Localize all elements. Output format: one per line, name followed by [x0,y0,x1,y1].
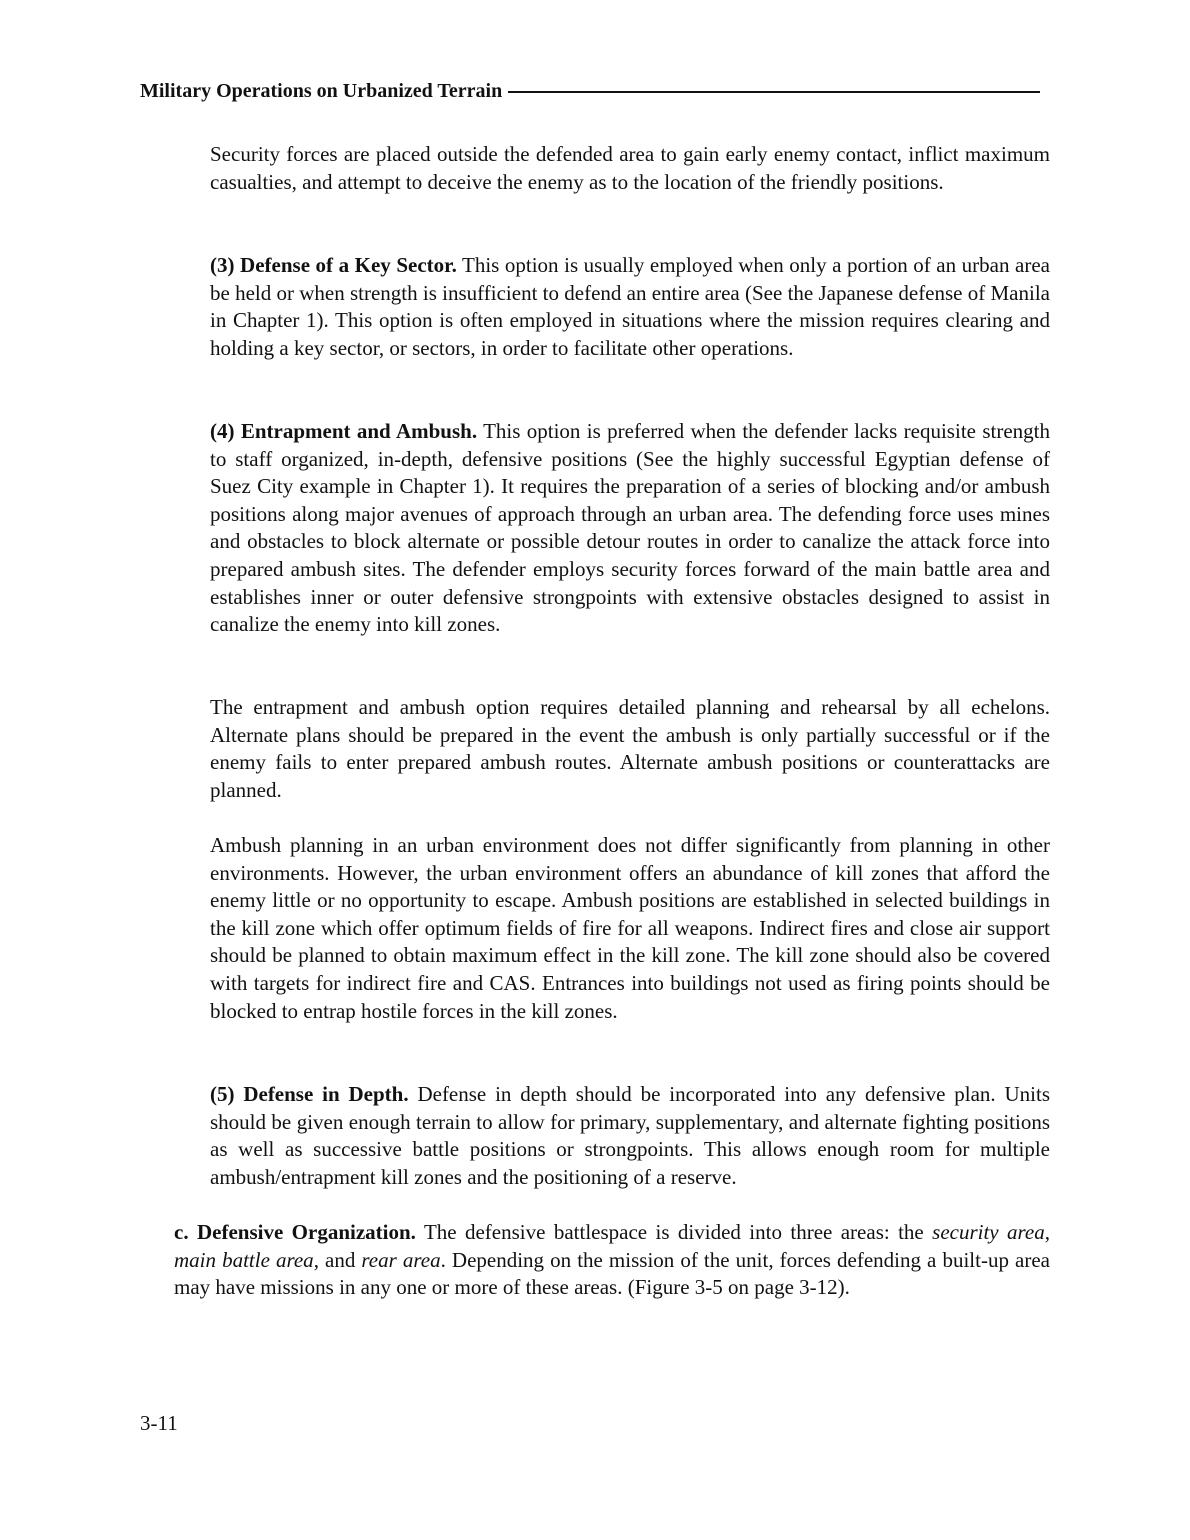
organization-text-2: , [1044,1220,1050,1244]
paragraph-entrapment-planning [210,694,1050,804]
key-sector-heading: (3) Defense of a Key Sector. [210,253,457,277]
entrapment-planning-text: The entrapment and ambush option requires detailed planning and rehearsal by all echelons. Alternate plans should be prepared in the event the ambush is only partially successful or if the enemy fails to enter prepared ambush routes. Alternate ambush positions or counterattacks are planned. [210,695,1050,802]
term-main-battle-area: main battle area [174,1247,314,1272]
entrapment-heading: (4) Entrapment and Ambush. [210,419,478,443]
organization-heading: c. Defensive Organization. [174,1220,416,1244]
depth-heading: (5) Defense in Depth. [210,1082,409,1106]
paragraph-entrapment [210,418,1050,639]
paragraph-security-forces-text: Security forces are placed outside the defended area to gain early enemy contact, inflict maximum casualties, and attempt to deceive the enemy as to the location of the friendly positions. [210,142,1050,194]
paragraph-ambush-planning [210,832,1050,1025]
header-rule [508,91,1040,93]
key-sector-text: This option is usually employed when only a portion of an urban area be held or when strength is insufficient to defend an entire area (See the Japanese defense of Manila in Chapter 1). This option is often employed in situations where the mission requires clearing and holding a key sector, or sectors, in order to facilitate other operations. [210,253,1050,360]
organization-text-1: The defensive battlespace is divided into three areas: the [415,1220,933,1244]
running-header [140,78,1040,104]
paragraph-defense-in-depth [210,1081,1050,1191]
term-security-area: security area [932,1220,1045,1244]
ambush-planning-text: Ambush planning in an urban environment does not differ significantly from planning in other environments. However, the urban environment offers an abundance of kill zones that afford the enemy little or no opportunity to escape. Ambush positions are established in selected buildings in the kill zone which offer optimum fields of fire for all weapons. Indirect fires and close air support should be planned to obtain maximum effect in the kill zone. The kill zone should also be covered with targets for indirect fire and CAS. Entrances into buildings not used as firing points should be blocked to entrap hostile forces in the kill zones. [210,833,1050,1023]
depth-text: Defense in depth should be incorporated into any defensive plan. Units should be given enough terrain to allow for primary, supplementary, and alternate fighting positions as well as successive battle positions or strongpoints. This allows enough room for multiple ambush/entrapment kill zones and the positioning of a reserve. [210,1082,1051,1189]
organization-text-4: . Depending on the mission of the unit, forces defending a built-up area may have missions in any one or more of these areas. (Figure 3-5 on page 3-12). [174,1247,1050,1300]
page-number: 3-11 [140,1411,178,1435]
entrapment-text: This option is preferred when the defender lacks requisite strength to staff organized, in-depth, defensive positions (See the highly successful Egyptian defense of Suez City example in Chapter 1). It requires the preparation of a series of blocking and/or ambush positions along major avenues of approach through an urban area. The defending force uses mines and obstacles to block alternate or possible detour routes in order to canalize the attack force into prepared ambush sites. The defender employs security forces forward of the main battle area and establishes inner or outer defensive strongpoints with extensive obstacles designed to assist in canalize the enemy into kill zones. [210,419,1050,637]
paragraph-defensive-organization [174,1219,1050,1302]
paragraph-security-forces [210,141,1050,196]
paragraph-key-sector [210,252,1050,362]
organization-text-3: , and [313,1247,362,1272]
running-header-title: Military Operations on Urbanized Terrain [140,80,503,102]
term-rear-area: rear area [361,1247,441,1272]
